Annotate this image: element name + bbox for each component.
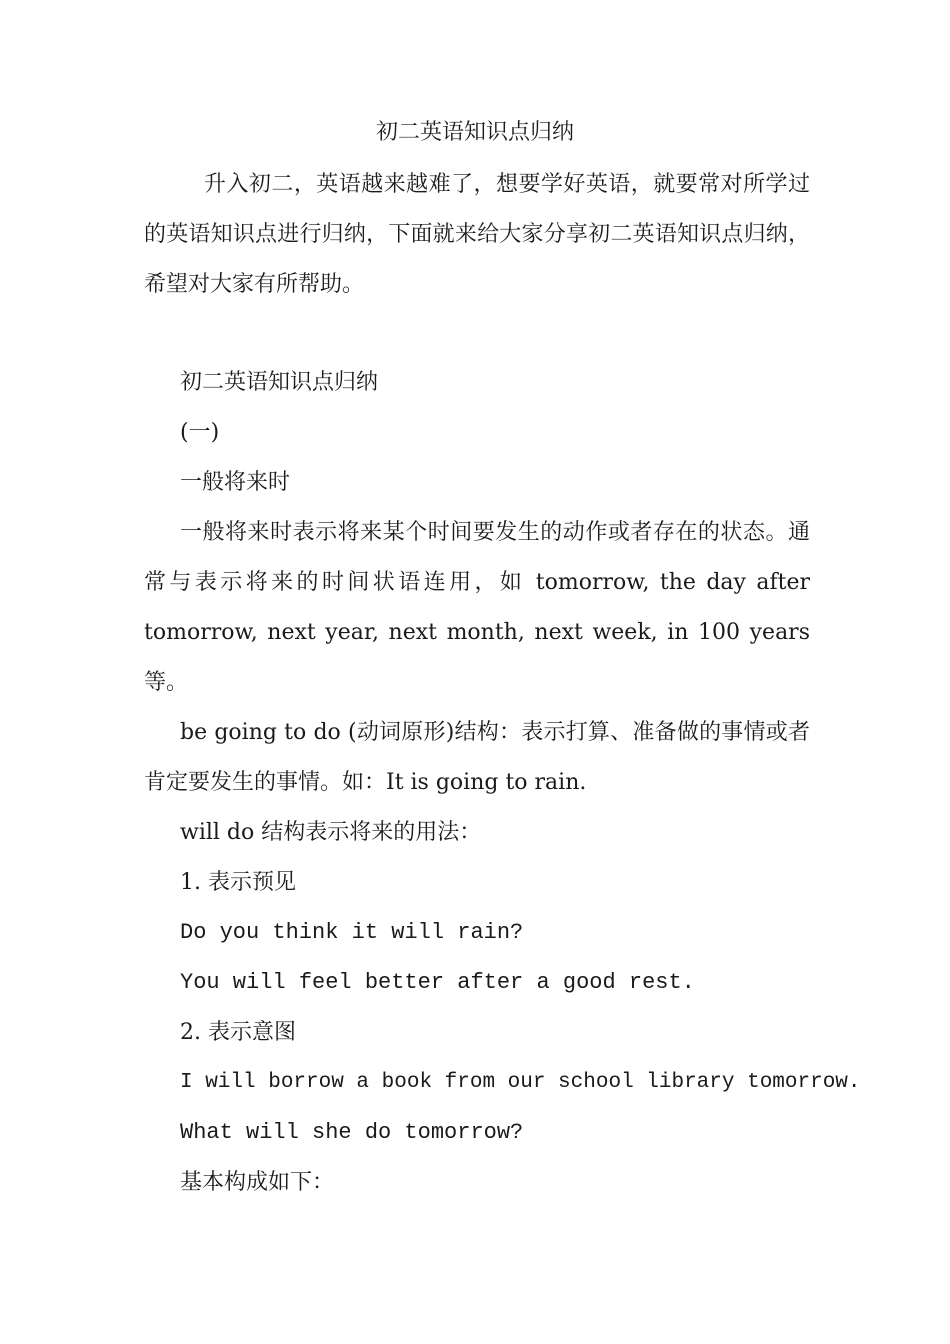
section-heading: 初二英语知识点归纳 — [180, 370, 379, 395]
will-do-intro: will do 结构表示将来的用法： — [180, 820, 482, 845]
topic-heading: 一般将来时 — [180, 470, 291, 495]
be-going-to-paragraph: be going to do (动词原形)结构：表示打算、准备做的事情或者肯定要发生的事情。如：It is going to rain. — [144, 720, 810, 795]
usage-2-example-1: I will borrow a book from our school library tomorrow. — [180, 1071, 861, 1094]
usage-1-label: 1. 表示预见 — [180, 870, 296, 895]
document-title: 初二英语知识点归纳 — [375, 120, 574, 145]
usage-2-label: 2. 表示意图 — [180, 1020, 296, 1045]
intro-paragraph: 升入初二，英语越来越难了，想要学好英语，就要常对所学过的英语知识点进行归纳，下面就来给大家分享初二英语知识点归纳，希望对大家有所帮助。 — [144, 172, 810, 297]
usage-1-example-2: You will feel better after a good rest. — [180, 970, 695, 995]
usage-1-example-1: Do you think it will rain? — [180, 920, 524, 945]
section-number: (一) — [180, 420, 220, 445]
usage-2-example-2: What will she do tomorrow? — [180, 1120, 524, 1145]
definition-paragraph: 一般将来时表示将来某个时间要发生的动作或者存在的状态。通常与表示将来的时间状语连用，如 tomorrow, the day after tomorrow, next year, next month, next week, in 100 years等。 — [144, 520, 810, 695]
structure-intro: 基本构成如下： — [180, 1170, 335, 1195]
